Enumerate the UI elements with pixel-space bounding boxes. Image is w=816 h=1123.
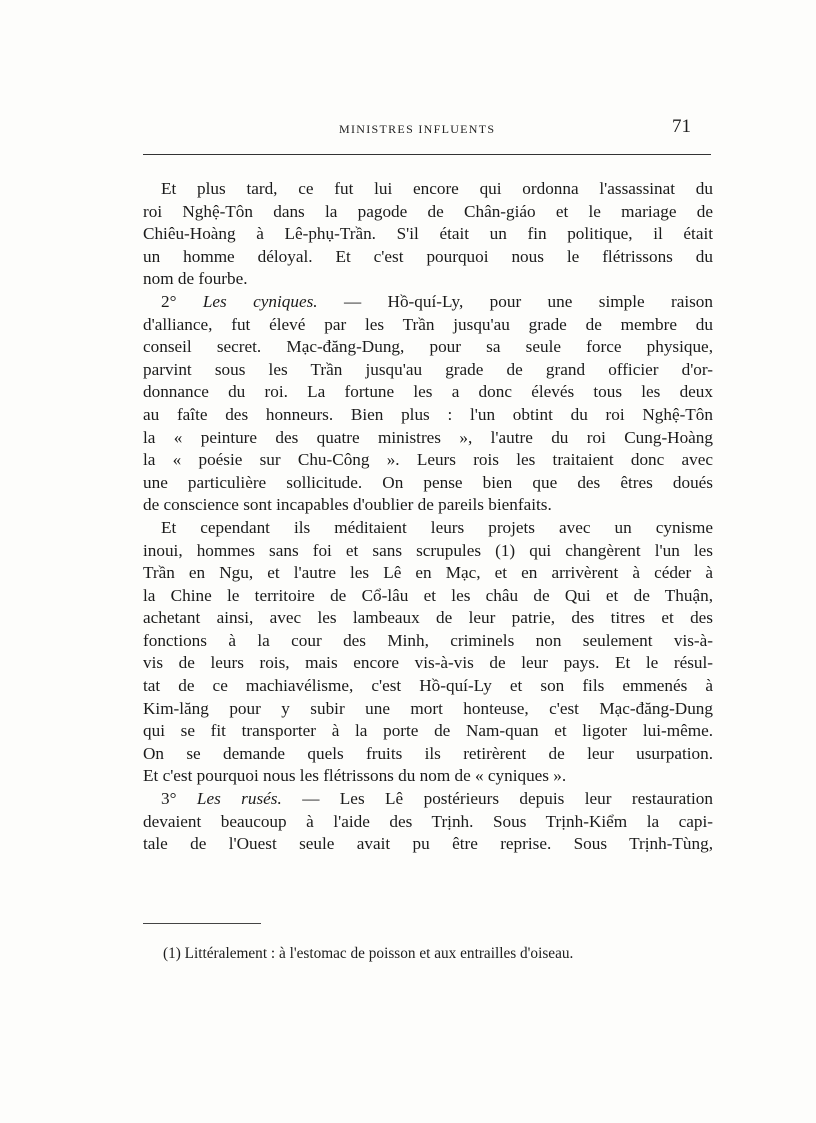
text-line: inoui, hommes sans foi et sans scrupules (1) qui changèrent l'un les xyxy=(143,540,713,560)
page-number: 71 xyxy=(672,116,691,137)
text-line: nom de fourbe. xyxy=(143,269,248,289)
text-line: au faîte des honneurs. Bien plus : l'un obtint du roi Nghệ-Tôn xyxy=(143,404,713,424)
text-line: achetant ainsi, avec les lambeaux de leur patrie, des titres et des xyxy=(143,608,713,628)
section-title: Les cyniques. xyxy=(202,291,318,311)
text-line: fonctions à la cour des Minh, criminels non seulement vis-à- xyxy=(143,630,713,650)
footnote xyxy=(163,944,723,964)
footnote-rule xyxy=(143,923,261,924)
text-line: Chiêu-Hoàng à Lê-phụ-Trần. S'il était un fin politique, il était xyxy=(143,224,713,244)
text-line: parvint sous les Trần jusqu'au grade de grand officier d'or- xyxy=(143,359,713,379)
text-line: d'alliance, fut élevé par les Trần jusqu'au grade de membre du xyxy=(143,314,713,334)
text-line: tale de l'Ouest seule avait pu être reprise. Sous Trịnh-Tùng, xyxy=(143,834,713,854)
text-line: Trần en Ngu, et l'autre les Lê en Mạc, et en arrivèrent à céder à xyxy=(143,563,713,583)
section-title: Les rusés. xyxy=(196,789,282,809)
text-line: Et c'est pourquoi nous les flétrissons du nom de « cyniques ». xyxy=(143,766,567,786)
section-heading-line xyxy=(143,291,713,314)
body-text xyxy=(143,178,713,856)
header-rule xyxy=(143,154,711,155)
text-line: un homme déloyal. Et c'est pourquoi nous le flétrissons du xyxy=(143,246,713,266)
text-line: tat de ce machiavélisme, c'est Hồ-quí-Ly et son fils emmenés à xyxy=(143,676,713,696)
text-line: Kim-lăng pour y subir une mort honteuse, c'est Mạc-đăng-Dung xyxy=(143,698,713,718)
section-heading-line xyxy=(143,788,713,811)
running-head xyxy=(143,116,711,142)
text-line: la Chine le territoire de Cổ-lâu et les châu de Qui et de Thuận, xyxy=(143,585,713,605)
footnote-text: Littéralement : à l'estomac de poisson et aux entrailles d'oiseau. xyxy=(184,945,574,962)
text-line: On se demande quels fruits ils retirèrent de leur usurpation. xyxy=(143,743,713,763)
text-line: donnance du roi. La fortune les a donc élevés tous les deux xyxy=(143,382,713,402)
text-line: une particulière sollicitude. On pense bien que des êtres doués xyxy=(143,472,713,492)
section-first-line-text: — Hồ-quí-Ly, pour une simple raison xyxy=(343,291,713,311)
text-line: conseil secret. Mạc-đăng-Dung, pour sa seule force physique, xyxy=(143,337,713,357)
text-line: de conscience sont incapables d'oublier de pareils bienfaits. xyxy=(143,495,552,515)
text-line: roi Nghệ-Tôn dans la pagode de Chân-giáo et le mariage de xyxy=(143,201,713,221)
text-line: vis de leurs rois, mais encore vis-à-vis de leur pays. Et le résul- xyxy=(143,653,713,673)
text-line: Et plus tard, ce fut lui encore qui ordonna l'assassinat du xyxy=(161,179,713,198)
section-first-line-text: — Les Lê postérieurs depuis leur restauration xyxy=(302,789,713,809)
text-line: la « peinture des quatre ministres », l'autre du roi Cung-Hoàng xyxy=(143,427,713,447)
section-number: 3° xyxy=(161,789,177,809)
text-line: devaient beaucoup à l'aide des Trịnh. Sous Trịnh-Kiểm la capi- xyxy=(143,811,713,831)
footnote-marker: (1) xyxy=(163,945,181,962)
running-title: MINISTRES INFLUENTS xyxy=(339,122,496,136)
text-line: la « poésie sur Chu-Công ». Leurs rois les traitaient donc avec xyxy=(143,450,713,470)
section-number: 2° xyxy=(161,291,177,311)
text-line: qui se fit transporter à la porte de Nam-quan et ligoter lui-même. xyxy=(143,721,713,741)
text-line: Et cependant ils méditaient leurs projets avec un cynisme xyxy=(161,517,713,537)
